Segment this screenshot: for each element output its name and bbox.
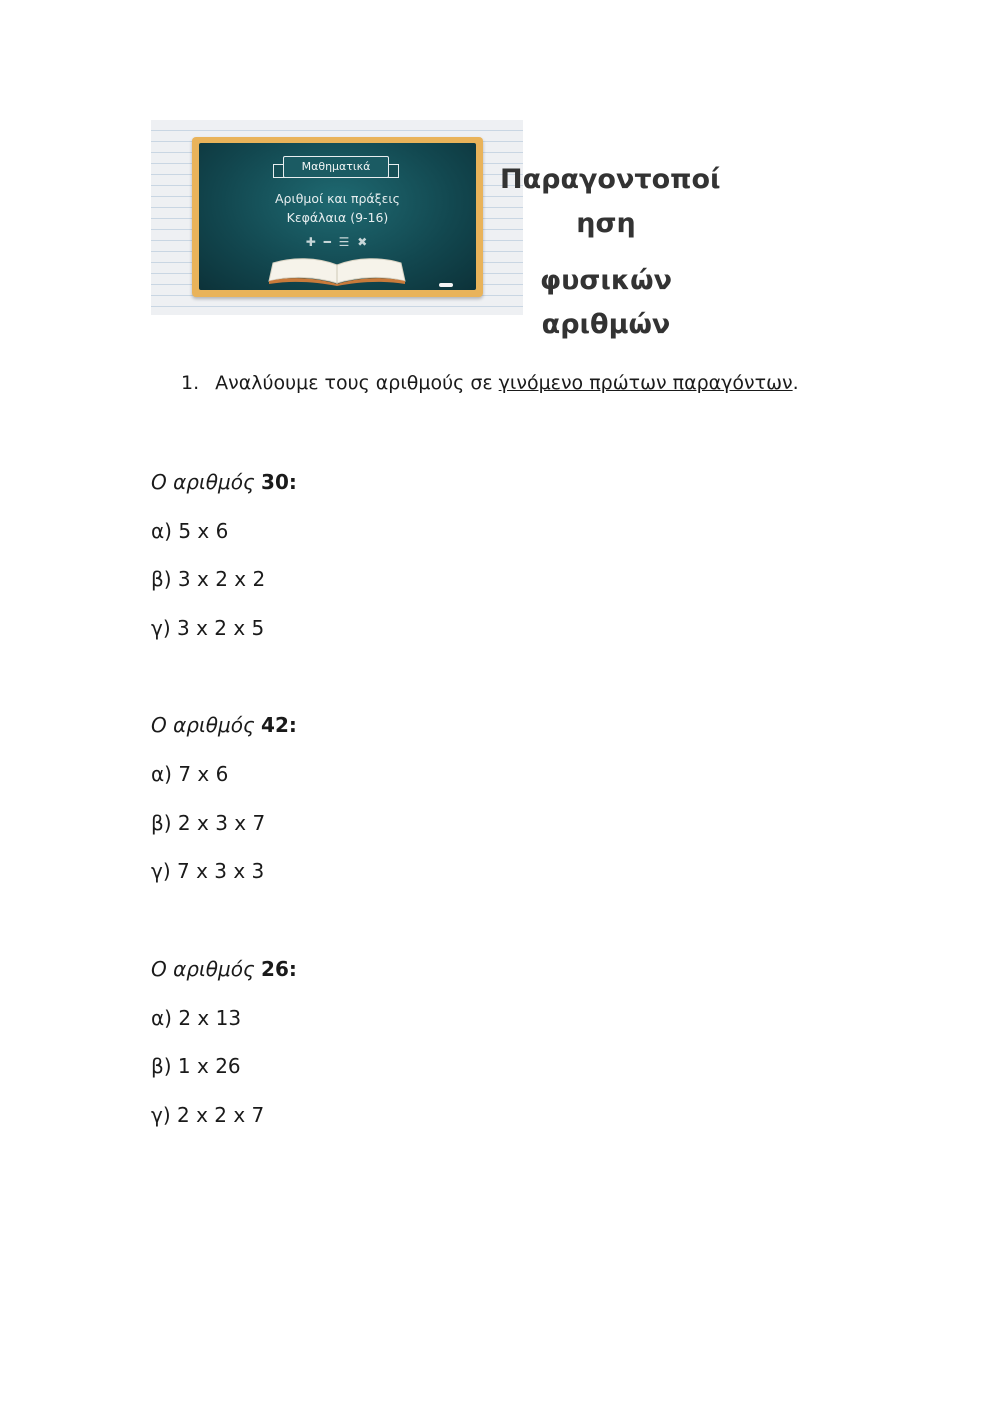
title-line-1: Παραγοντοποί	[500, 164, 721, 195]
header-image	[151, 120, 523, 315]
option-c[interactable]: γ) 7 x 3 x 3	[151, 859, 265, 883]
option-a[interactable]: α) 5 x 6	[151, 519, 229, 543]
math-operators-icon: ✚ ━ ☰ ✖	[305, 235, 370, 249]
option-b[interactable]: β) 2 x 3 x 7	[151, 811, 266, 835]
chalkboard-frame	[192, 137, 483, 297]
question-prefix: Ο αριθμός	[151, 957, 262, 981]
instruction-underlined: γινόμενο πρώτων παραγόντων	[498, 372, 793, 394]
open-book-icon	[267, 255, 407, 287]
option-b[interactable]: β) 1 x 26	[151, 1054, 241, 1078]
subject-ribbon: Μαθηματικά	[283, 156, 389, 178]
instruction-text: Αναλύουμε τους αριθμούς σε	[215, 372, 499, 394]
chalkboard	[199, 143, 476, 290]
title-line-4: αριθμών	[541, 309, 671, 340]
question-heading-26	[151, 957, 297, 981]
question-heading-30	[151, 470, 297, 494]
option-c[interactable]: γ) 2 x 2 x 7	[151, 1103, 265, 1127]
question-prefix: Ο αριθμός	[151, 713, 262, 737]
question-prefix: Ο αριθμός	[151, 470, 262, 494]
question-number: 42:	[261, 713, 297, 737]
chalk-piece	[439, 283, 453, 287]
board-subtitle: Αριθμοί και πράξεις	[275, 191, 400, 206]
question-number: 30:	[261, 470, 297, 494]
instruction-number: 1.	[181, 372, 200, 394]
instruction-end: .	[792, 372, 799, 394]
board-chapters: Κεφάλαια (9-16)	[286, 210, 389, 225]
option-a[interactable]: α) 7 x 6	[151, 762, 229, 786]
instruction	[181, 372, 799, 394]
question-heading-42	[151, 713, 297, 737]
title-line-3: φυσικών	[540, 265, 672, 296]
option-c[interactable]: γ) 3 x 2 x 5	[151, 616, 265, 640]
option-b[interactable]: β) 3 x 2 x 2	[151, 567, 266, 591]
question-number: 26:	[261, 957, 297, 981]
page-title	[500, 158, 721, 347]
title-line-2: ηση	[576, 208, 636, 239]
option-a[interactable]: α) 2 x 13	[151, 1006, 242, 1030]
